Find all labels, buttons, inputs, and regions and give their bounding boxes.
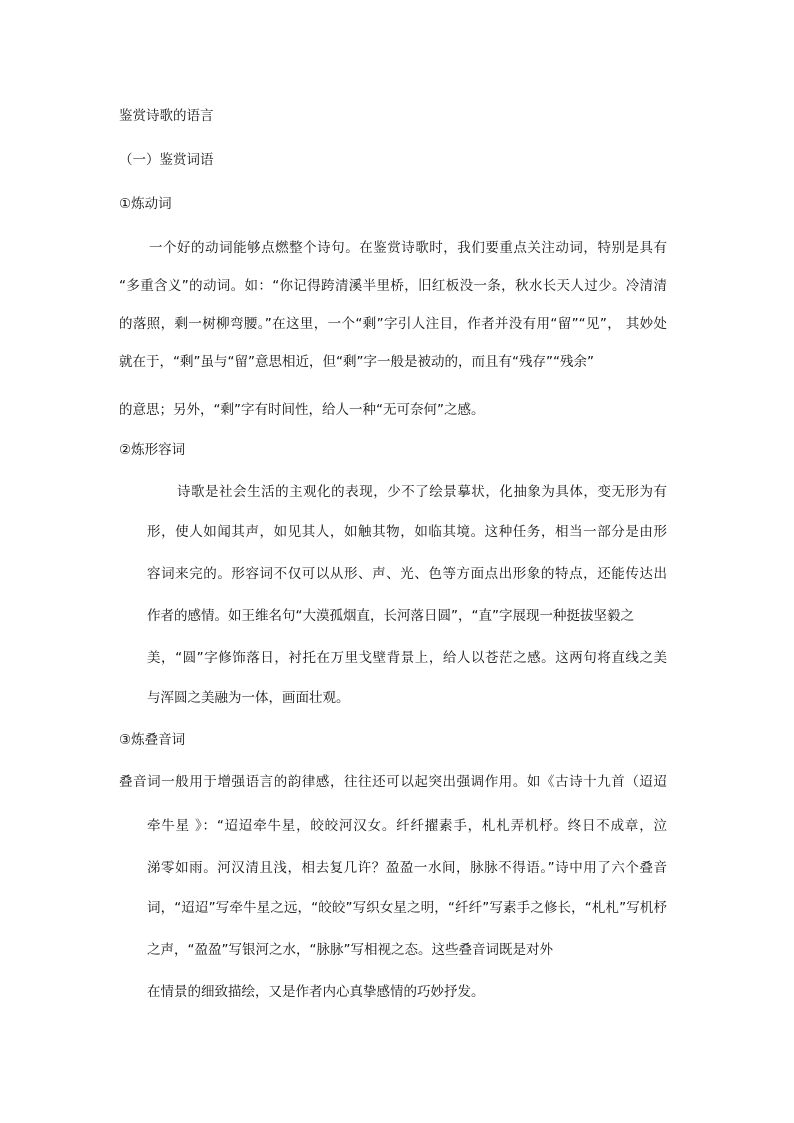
- subheading-reduplication: ③炼叠音词: [119, 732, 186, 748]
- paragraph-line: 形，使人如闻其声，如见其人，如触其物，如临其境。这种任务，相当一部分是由形: [147, 524, 667, 540]
- paragraph-line: 词，“迢迢”写牵牛星之远，“皎皎”写织女星之明，“纤纤”写素手之修长，“札札”写机杼: [147, 900, 667, 916]
- paragraph-line: 的落照，剩一树柳弯腰。”在这里，一个“剩”字引人注目，作者并没有用“留”“见”， 其妙处: [119, 316, 667, 332]
- section-heading: （一）鉴赏词语: [119, 152, 214, 168]
- paragraph-line: 涕零如雨。河汉清且浅，相去复几许？盈盈一水间，脉脉不得语。”诗中用了六个叠音: [147, 860, 667, 876]
- paragraph-line: 就在于，“剩”虽与“留”意思相近，但“剩”字一般是被动的，而且有“残存”“残余”: [119, 354, 594, 370]
- paragraph-line: 之声，“盈盈”写银河之水，“脉脉”写相视之态。这些叠音词既是对外: [147, 942, 553, 958]
- paragraph-line: 在情景的细致描绘，又是作者内心真挚感情的巧妙抒发。: [147, 984, 485, 1000]
- paragraph-line: 容词来完的。形容词不仅可以从形、声、光、色等方面点出形象的特点，还能传达出: [147, 566, 667, 582]
- paragraph-line: 诗歌是社会生活的主观化的表现，少不了绘景摹状，化抽象为具体，变无形为有: [177, 484, 667, 500]
- paragraph-line: 叠音词一般用于增强语言的韵律感，往往还可以起突出强调作用。如《古诗十九首（迢迢: [119, 774, 667, 790]
- paragraph-line: 的意思；另外，“剩”字有时间性，给人一种“无可奈何”之感。: [119, 402, 485, 418]
- paragraph-line: “多重含义”的动词。如：“你记得跨清溪半里桥，旧红板没一条，秋水长天人过少。冷清清: [119, 278, 667, 294]
- document-title: 鉴赏诗歌的语言: [119, 108, 214, 124]
- paragraph-line: 作者的感情。如王维名句“大漠孤烟直，长河落日圆”，“直”字展现一种挺拔坚毅之: [147, 608, 634, 624]
- paragraph-line: 一个好的动词能够点燃整个诗句。在鉴赏诗歌时，我们要重点关注动词，特别是具有: [149, 240, 667, 256]
- subheading-adjectives: ②炼形容词: [119, 442, 186, 458]
- paragraph-line: 牵牛星 》：“迢迢牵牛星，皎皎河汉女。纤纤擢素手，札札弄机杼。终日不成章，泣: [147, 818, 667, 834]
- subheading-verbs: ①炼动词: [119, 196, 172, 212]
- paragraph-line: 美，“圆”字修饰落日，衬托在万里戈壁背景上，给人以苍茫之感。这两句将直线之美: [147, 650, 667, 666]
- paragraph-line: 与浑圆之美融为一体，画面壮观。: [147, 690, 350, 706]
